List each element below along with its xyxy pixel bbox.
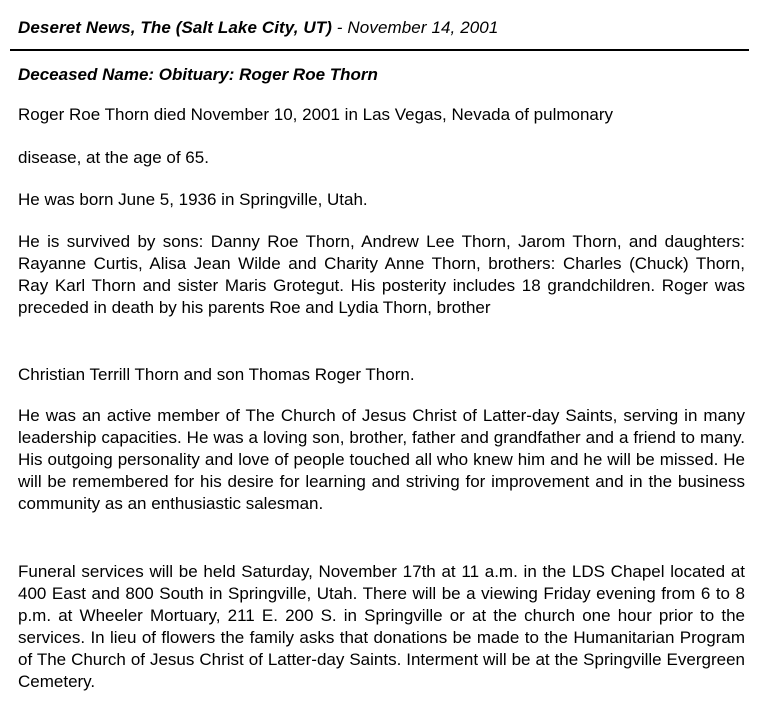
paragraph-preceded: Christian Terrill Thorn and son Thomas Roger Thorn. — [18, 365, 415, 384]
article-header — [18, 17, 498, 39]
paragraph-birth: He was born June 5, 1936 in Springville, Utah. — [18, 190, 368, 209]
publication-name: Deseret News, The (Salt Lake City, UT) — [18, 18, 332, 37]
paragraph-funeral: Funeral services will be held Saturday, November 17th at 11 a.m. in the LDS Chapel located at 400 East and 800 South in Springville, Utah. There will be a viewing Friday evening from 6 to 8 p.m. at Wheeler Mortuary, 211 E. 200 S. in Springville or at the church one hour prior to the services. In lieu of flowers the family asks that donations be made to the Humanitarian Program of The Church of Jesus Christ of Latter-day Saints. Interment will be at the Springville Evergreen Cemetery. — [18, 562, 745, 691]
paragraph-death: Roger Roe Thorn died November 10, 2001 in Las Vegas, Nevada of pulmonary — [18, 105, 614, 124]
deceased-heading: Deceased Name: Obituary: Roger Roe Thorn — [18, 65, 378, 84]
publication-date: November 14, 2001 — [347, 18, 499, 37]
paragraph-life: He was an active member of The Church of Jesus Christ of Latter-day Saints, serving in many leadership capacities. He was a loving son, brother, father and grandfather and a friend to many. His outgoing personality and love of people touched all who knew him and he will be missed. He will be remembered for his desire for learning and striving for improvement and in the business community as an enthusiastic salesman. — [18, 406, 745, 513]
paragraph-survivors: He is survived by sons: Danny Roe Thorn, Andrew Lee Thorn, Jarom Thorn, and daughters: Rayanne Curtis, Alisa Jean Wilde and Charity Anne Thorn, brothers: Charles (Chuck) Thorn, Ray Karl Thorn and sister Maris Grotegut. His posterity includes 18 grandchildren. Roger was preceded in death by his parents Roe and Lydia Thorn, brother — [18, 232, 745, 317]
header-separator: - — [331, 18, 348, 37]
paragraph-disease: disease, at the age of 65. — [18, 148, 209, 167]
header-divider — [10, 49, 749, 51]
